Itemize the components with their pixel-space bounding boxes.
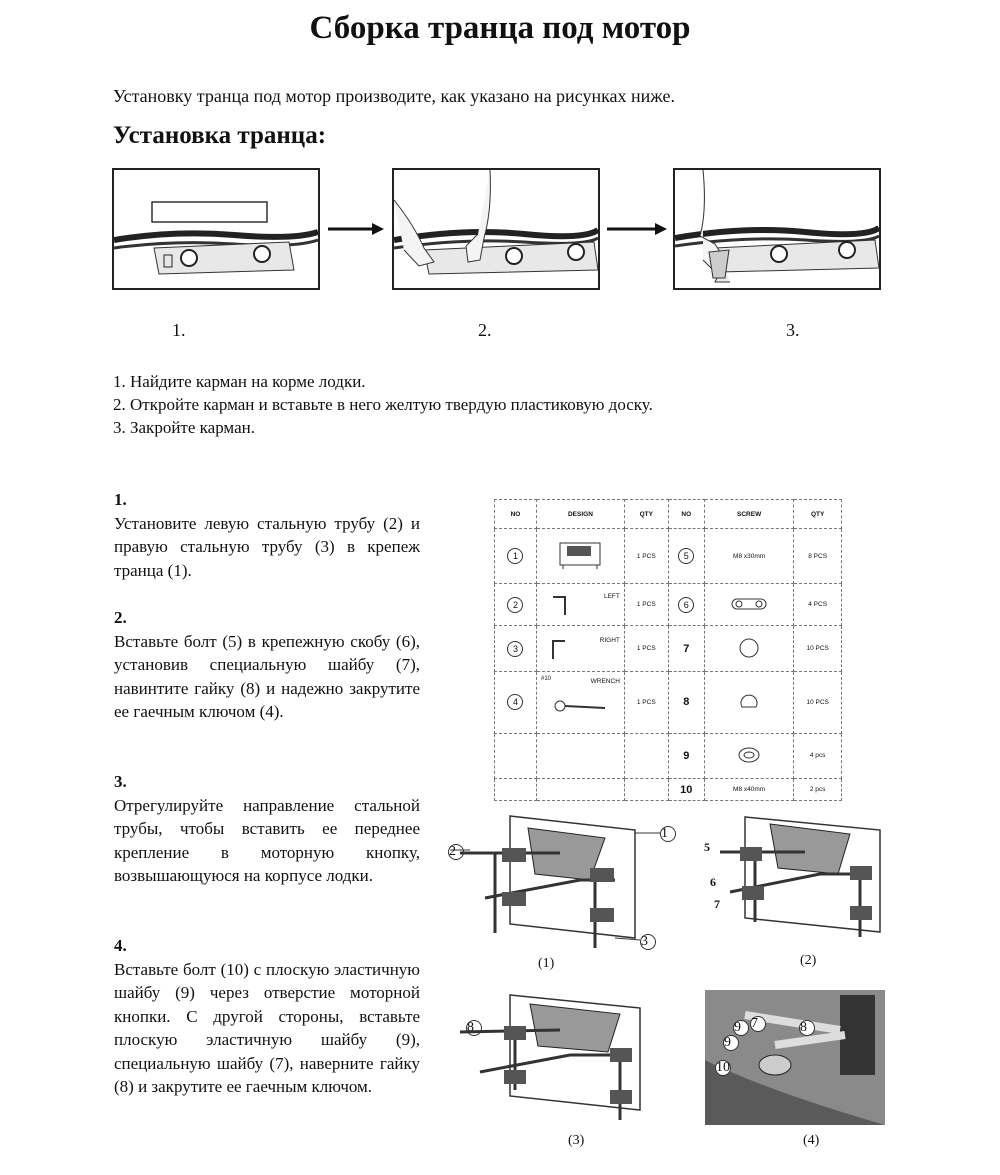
empty-cell [536,733,624,778]
step-photo-2 [392,168,600,290]
photo-label-1: 1. [172,320,186,340]
transom-mount-icon [536,529,624,584]
diagram-label-1: (1) [538,956,555,971]
instruction-text: Вставьте болт (5) в крепежную скобу (6), установив специальную шайбу (7), навинтите гайку (8) и надежно закрутите ее гаечным ключом (4). [114,631,420,721]
photo-label-3: 3. [786,320,800,340]
qty-cell: 1 PCS [624,529,668,584]
empty-cell [624,733,668,778]
header-cell: NO [668,500,704,529]
header-cell: QTY [624,500,668,529]
qty-cell: 4 pcs [794,733,842,778]
part-number: 5 [678,548,694,564]
design-cell [536,671,624,733]
instruction-text: Вставьте болт (10) с плоскую эластичную шайбу (9) через отверстие моторной кнопки. С другой стороны, вставьте плоскую эластичную шайбу (9), специальную шайбу (7), наверните гайку (8) и закрутите ее гаечным ключом. [114,959,420,1096]
design-label: LEFT [603,592,620,600]
callout: 10 [716,1060,730,1075]
qty-cell: 1 PCS [624,584,668,626]
instruction-3 [114,770,420,888]
instruction-number: 2. [114,608,127,627]
arrow-icon [328,222,384,236]
design-cell [536,626,624,671]
qty-cell: 8 PCS [794,529,842,584]
design-label: WRENCH [590,677,620,685]
parts-table [494,499,842,801]
callout: 8 [466,1020,482,1036]
instruction-4 [114,934,420,1099]
part-number: 6 [678,597,694,613]
design-cell [536,584,624,626]
qty-cell: 10 PCS [794,671,842,733]
part-number: 3 [507,641,523,657]
steps-list [113,370,653,439]
table-row [495,626,842,671]
washer-icon [704,626,793,671]
header-cell: NO [495,500,537,529]
assembly-photo-4 [705,990,885,1125]
callout: 5 [704,840,710,854]
empty-cell [495,733,537,778]
list-item: 2. Откройте карман и вставьте в него желтую твердую пластиковую доску. [113,395,653,414]
instruction-number: 3. [114,772,127,791]
header-cell: SCREW [704,500,793,529]
table-row [495,779,842,801]
screw-cell: M8 x40mm [704,779,793,801]
table-row [495,584,842,626]
part-number: 1 [507,548,523,564]
arrow-icon [607,222,667,236]
step-photo-1 [112,168,320,290]
section-title: Установка транца: [113,122,327,149]
intro-text: Установку транца под мотор производите, как указано на рисунках ниже. [113,86,675,106]
diagram-label-3: (3) [568,1133,585,1148]
part-number: 10 [680,783,693,796]
qty-cell: 4 PCS [794,584,842,626]
callout: 2 [448,844,464,860]
table-row [495,733,842,778]
empty-cell [536,779,624,801]
instruction-2 [114,606,420,724]
assembly-diagram-3 [460,990,660,1130]
design-extra: #10 [540,675,551,682]
qty-cell: 10 PCS [794,626,842,671]
callout: 6 [710,875,716,889]
nut-icon [704,671,793,733]
part-number: 8 [683,696,690,709]
header-cell: QTY [794,500,842,529]
callout: 7 [714,897,720,911]
part-number: 7 [683,642,690,655]
bracket-icon [704,584,793,626]
instruction-text: Установите левую стальную трубу (2) и правую стальную трубу (3) в крепеж транца (1). [114,513,420,580]
empty-cell [495,779,537,801]
part-number: 9 [683,749,690,762]
diagram-label-2: (2) [800,953,817,968]
assembly-diagram-2 [700,812,895,947]
instruction-number: 4. [114,936,127,955]
page-title: Сборка транца под мотор [309,10,691,46]
screw-cell: M8 x30mm [704,529,793,584]
callout: 9 [723,1035,739,1051]
header-cell: DESIGN [536,500,624,529]
assembly-diagram-1 [440,808,680,958]
step-photo-3 [673,168,881,290]
qty-cell: 1 PCS [624,626,668,671]
wrench-icon [550,694,610,718]
diagram-label-4: (4) [803,1133,820,1148]
photo-label-2: 2. [478,320,492,340]
empty-cell [624,779,668,801]
list-item: 1. Найдите карман на корме лодки. [113,372,366,391]
callout: 3 [640,934,656,950]
flat-washer-icon [704,733,793,778]
qty-cell: 2 pcs [794,779,842,801]
part-number: 4 [507,694,523,710]
callout: 1 [660,826,676,842]
callout: 7 [750,1016,766,1032]
callout: 9 [733,1020,749,1036]
qty-cell: 1 PCS [624,671,668,733]
instruction-number: 1. [114,490,127,509]
list-item: 3. Закройте карман. [113,418,255,437]
table-row [495,671,842,733]
instruction-1 [114,488,420,582]
callout: 8 [799,1020,815,1036]
table-row [495,529,842,584]
part-number: 2 [507,597,523,613]
instruction-text: Отрегулируйте направление стальной трубы, чтобы вставить ее переднее крепление в моторную кнопку, возвышающуюся на корпусе лодки. [114,795,420,885]
table-header-row [495,500,842,529]
design-label: RIGHT [599,636,620,644]
